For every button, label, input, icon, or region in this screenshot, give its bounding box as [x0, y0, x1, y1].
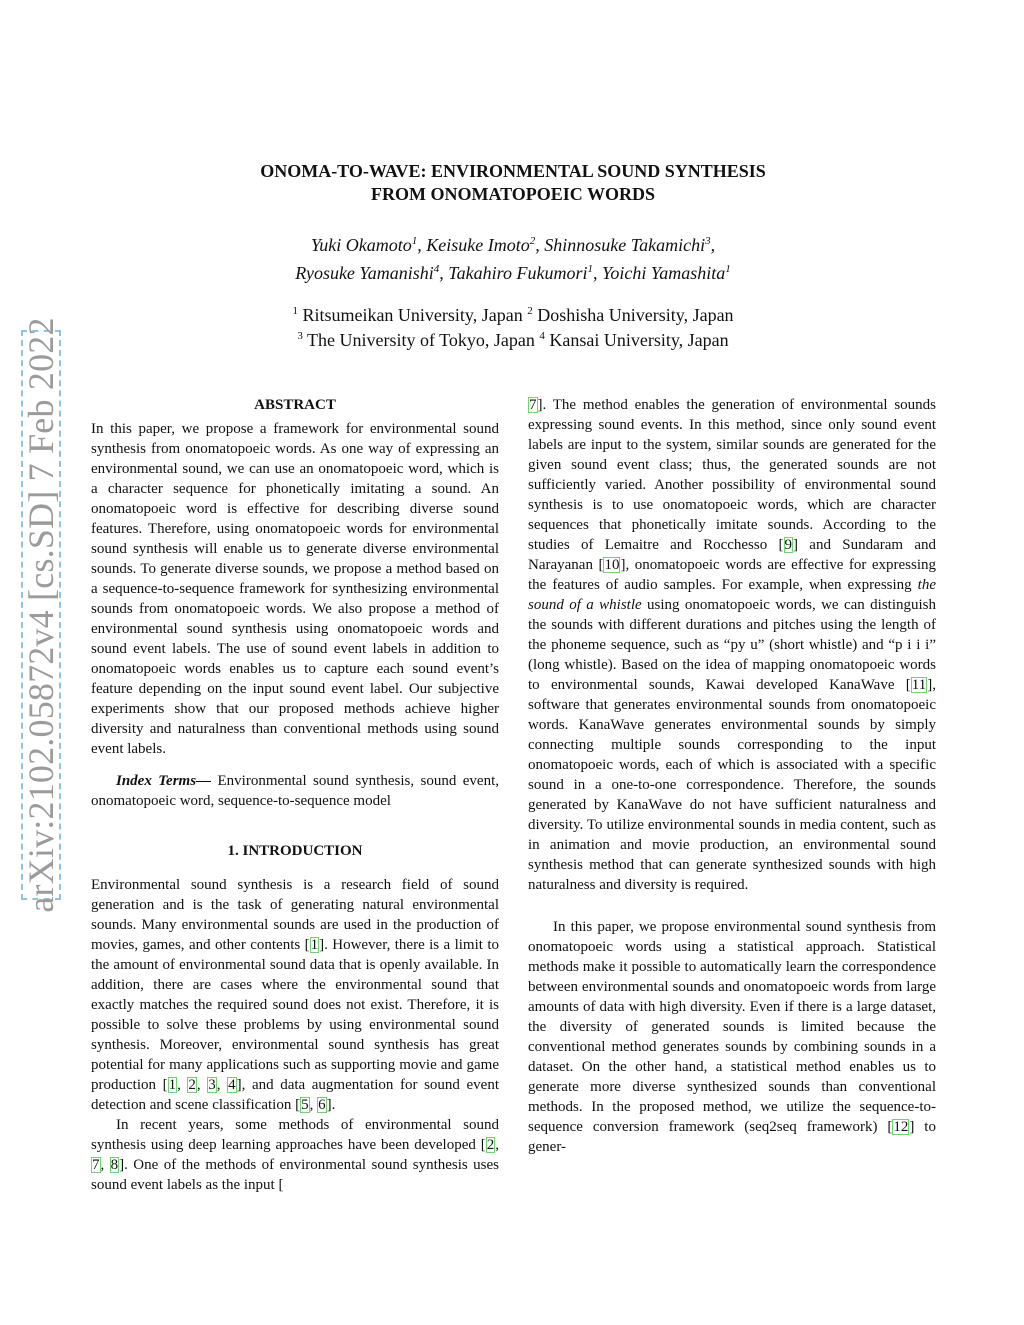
introduction-heading: 1. INTRODUCTION: [227, 843, 363, 859]
affiliation-name: Ritsumeikan University, Japan: [302, 305, 523, 325]
index-terms: [91, 771, 499, 811]
abstract-heading: ABSTRACT: [254, 397, 336, 413]
intro-paragraph-3: In this paper, we propose environmental sound synthesis from onomatopoeic words using a statistical approach. Statistical methods make it possible to automatically learn the correspondence between environmental sounds and onomatopoeic words from large amounts of data with high diversity. Even if there is a large dataset, the diversity of generated sounds is limited because the conventional method generates sounds by combining sounds in a dataset. On the other hand, a statistical method enables us to generate more diverse synthesized sounds than conventional methods. In the proposed method, we utilize the sequence-to-sequence conversion framework (seq2seq framework) [12] to gener-: [528, 919, 936, 1155]
index-terms-text: Environmental sound synthesis, sound event, onomatopoeic word, sequence-to-sequence model: [91, 773, 500, 809]
intro-paragraph-2-continued: 7]. The method enables the generation of environmental sounds expressing sound events. In this method, since only sound event labels are input to the system, similar sounds are generated for the given sound event class; thus, the generated sounds are not sufficiently varied. Another possibility of environmental sound synthesis is to use onomatopoeic words, which are character sequences that phonetically imitate sounds. According to the studies of Lemaitre and Rocchesso [9] and Sundaram and Narayanan [10], onomatopoeic words are effective for expressing the features of audio samples. For example, when expressing the sound of a whistle using onomatopoeic words, we can distinguish the sounds with different durations and pitches using the length of the phoneme sequence, such as “py u” (short whistle) and “p i i i” (long whistle). Based on the idea of mapping onomatopoeic words to environmental sounds, Kawai developed KanaWave [11], software that generates environmental sounds from onomatopoeic words. KanaWave generates environmental sounds by simply connecting multiple sounds corresponding to the input onomatopoeic words, each of which is associated with a specific sound in a one-to-one correspondence. Therefore, the sounds generated by KanaWave do not have sufficient naturalness and diversity. To utilize environmental sounds in media content, such as in animation and movie production, an environmental sound synthesis method that can generate synthesized sounds with high naturalness and diversity is required.: [528, 397, 936, 893]
citation-link[interactable]: 1: [310, 937, 319, 953]
author-name: Ryosuke Yamanishi: [295, 263, 434, 283]
authors-line-1: Yuki Okamoto$^1$, Keisuke Imoto$^2$, Shinnosuke Takamichi$^3$,: [310, 235, 716, 255]
right-column: [528, 395, 936, 1157]
citation-link[interactable]: 7: [92, 1157, 100, 1173]
author-affiliation-mark: 1: [725, 263, 731, 275]
index-terms-label: Index Terms—: [116, 773, 212, 789]
paper-title: [150, 160, 876, 206]
affiliation-list: [150, 303, 876, 353]
title-line-2: FROM ONOMATOPOEIC WORDS: [370, 184, 655, 204]
citation-link[interactable]: 10: [604, 557, 620, 573]
arxiv-identifier-text: arXiv:2102.05872v4 [cs.SD] 7 Feb 2022: [21, 317, 61, 913]
author-affiliation-mark: 2: [529, 235, 536, 247]
author-name: Keisuke Imoto: [426, 235, 530, 255]
citation-link[interactable]: 5: [301, 1097, 309, 1113]
left-column: [91, 395, 499, 1195]
citation-link[interactable]: 6: [318, 1097, 326, 1113]
affiliations-line-1: $^1$ Ritsumeikan University, Japan $^2$ Doshisha University, Japan: [292, 305, 734, 325]
citation-link[interactable]: 2: [486, 1137, 495, 1153]
citation-link[interactable]: 11: [911, 677, 927, 693]
citation-link[interactable]: 4: [228, 1077, 236, 1093]
affiliations-line-2: $^3$ The University of Tokyo, Japan $^4$ Kansai University, Japan: [297, 330, 729, 350]
citation-link[interactable]: 1: [168, 1077, 177, 1093]
authors-line-2: Ryosuke Yamanishi$^4$, Takahiro Fukumori$^1$, Yoichi Yamashita$^1$: [295, 263, 731, 283]
emphasis-text: the sound of a whistle: [528, 577, 936, 613]
author-affiliation-mark: 1: [411, 235, 418, 247]
author-affiliation-mark: 4: [433, 263, 440, 275]
affiliation-name: Doshisha University, Japan: [537, 305, 734, 325]
citation-link[interactable]: 8: [110, 1157, 119, 1173]
author-name: Yuki Okamoto: [310, 235, 412, 255]
citation-link[interactable]: 3: [208, 1077, 216, 1093]
title-line-1: ONOMA-TO-WAVE: ENVIRONMENTAL SOUND SYNTHESIS: [260, 161, 766, 181]
citation-link[interactable]: 7: [529, 397, 537, 413]
arxiv-identifier: [21, 317, 61, 913]
author-affiliation-mark: 3: [705, 235, 711, 247]
abstract-text: In this paper, we propose a framework for environmental sound synthesis from onomatopoeic words. As one way of expressing an environmental sound, we can use an onomatopoeic word, which is a character sequence for phonetically imitating a sound. An onomatopoeic word is effective for describing diverse sound features. Therefore, using onomatopoeic words for environmental sound synthesis will enable us to generate diverse environmental sounds. To generate diverse sounds, we propose a method based on a sequence-to-sequence framework for synthesizing environmental sounds from onomatopoeic words. We also propose a method of environmental sound synthesis using onomatopoeic words and sound event labels. The use of sound event labels in addition to onomatopoeic words enables us to capture each sound event’s feature depending on the input sound event label. Our subjective experiments show that our proposed methods achieve higher diversity and naturalness than conventional methods using sound event labels.: [91, 421, 499, 757]
intro-paragraph-2-start: In recent years, some methods of environmental sound synthesis using deep learning approaches have been developed [2, 7, 8]. One of the methods of environmental sound synthesis uses sound event labels as the input [: [91, 1117, 499, 1193]
author-affiliation-mark: 1: [587, 263, 593, 275]
author-list: [150, 231, 876, 287]
citation-link[interactable]: 2: [188, 1077, 196, 1093]
citation-link[interactable]: 12: [893, 1119, 909, 1135]
affiliation-name: The University of Tokyo, Japan: [307, 330, 535, 350]
affiliation-name: Kansai University, Japan: [549, 330, 729, 350]
author-name: Shinnosuke Takamichi: [544, 235, 706, 255]
author-name: Yoichi Yamashita: [601, 263, 726, 283]
citation-link[interactable]: 9: [784, 537, 793, 553]
intro-paragraph-1: Environmental sound synthesis is a research field of sound generation and is the task of generating natural environmental sounds. Many environmental sounds are used in the production of movies, games, and other contents [1]. However, there is a limit to the amount of environmental sound data that is openly available. In addition, there are cases where the environmental sound that exactly matches the required sound does not exist. Therefore, it is possible to solve these problems by using environmental sound synthesis. Moreover, environmental sound synthesis has great potential for many applications such as supporting movie and game production [1, 2, 3, 4], and data augmentation for sound event detection and scene classification [5, 6].: [91, 877, 500, 1113]
author-name: Takahiro Fukumori: [448, 263, 588, 283]
